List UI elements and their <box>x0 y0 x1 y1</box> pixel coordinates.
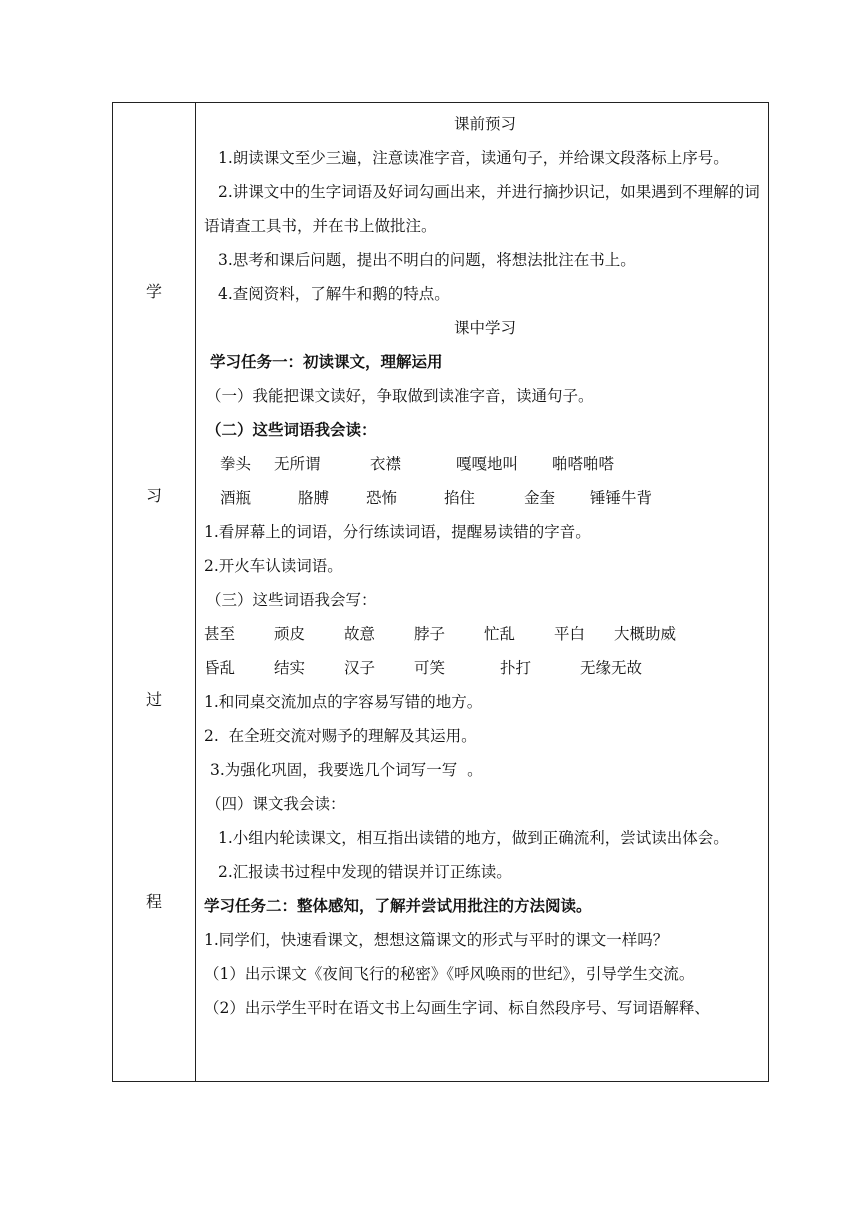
write-step-2: 2. 在全班交流对赐予的理解及其运用。 <box>204 727 477 745</box>
preview-item-2: 2.讲课文中的生字词语及好词勾画出来，并进行摘抄识记，如果遇到不理解的词语请查工具书，并在书上做批注。 <box>204 183 760 235</box>
write-word: 脖子 <box>414 625 446 643</box>
content-column <box>196 103 769 1082</box>
read-word: 金奎 <box>524 489 556 507</box>
read-words-row-1 <box>204 447 766 481</box>
side-label-column <box>113 103 196 1082</box>
write-words-row-2 <box>204 651 766 685</box>
read-word: 无所谓 <box>274 455 321 473</box>
task2-question-1: 1.同学们，快速看课文，想想这篇课文的形式与平时的课文一样吗？ <box>204 931 669 949</box>
write-word: 平白 <box>554 625 586 643</box>
write-word: 无缘无故 <box>580 659 643 677</box>
preview-item-3: 3.思考和课后问题，提出不明白的问题，将想法批注在书上。 <box>218 251 636 269</box>
write-step-1: 1.和同桌交流加点的字容易写错的地方。 <box>204 693 483 711</box>
preview-item-1: 1.朗读课文至少三遍，注意读准字音，读通句子，并给课文段落标上序号。 <box>218 149 729 167</box>
write-word: 扑打 <box>500 659 532 677</box>
write-word: 甚至 <box>204 625 236 643</box>
side-label-1: 学 <box>145 282 162 301</box>
write-word: 故意 <box>344 625 376 643</box>
task1-part2: （二）这些词语我会读： <box>206 420 377 439</box>
task1-part1: （一）我能把课文读好，争取做到读准字音，读通句子。 <box>206 387 594 405</box>
write-word: 顽皮 <box>274 625 306 643</box>
read-words-row-2 <box>204 481 766 515</box>
read-text-step-2: 2.汇报读书过程中发现的错误并订正练读。 <box>218 863 512 881</box>
write-word: 大概助威 <box>614 625 677 643</box>
read-word: 锤锤牛背 <box>590 489 653 507</box>
task1-part4: （四）课文我会读： <box>206 795 346 813</box>
preview-title: 课前预习 <box>453 115 516 133</box>
read-word: 拳头 <box>220 455 252 473</box>
read-word: 掐住 <box>444 489 476 507</box>
read-text-step-1: 1.小组内轮读课文，相互指出读错的地方，做到正确流利，尝试读出体会。 <box>218 829 729 847</box>
preview-item-4: 4.查阅资料，了解牛和鹅的特点。 <box>218 285 450 303</box>
write-word: 昏乱 <box>204 659 236 677</box>
task1-heading: 学习任务一：初读课文，理解运用 <box>210 352 443 371</box>
read-word: 酒瓶 <box>220 489 252 507</box>
write-word: 忙乱 <box>484 625 516 643</box>
task1-part3: （三）这些词语我会写： <box>206 591 377 609</box>
read-word: 衣襟 <box>370 455 402 473</box>
read-word: 啪嗒啪嗒 <box>552 455 615 473</box>
lesson-table <box>112 102 769 1082</box>
in-class-title: 课中学习 <box>453 319 516 337</box>
read-word: 恐怖 <box>366 489 398 507</box>
task2-sub-2: （2）出示学生平时在语文书上勾画生字词、标自然段序号、写词语解释、 <box>204 999 710 1017</box>
write-step-3: 3.为强化巩固，我要选几个词写一写 。 <box>210 761 483 779</box>
read-step-1: 1.看屏幕上的词语，分行练读词语，提醒易读错的字音。 <box>204 523 591 541</box>
task2-sub-1: （1）出示课文《夜间飞行的秘密》《呼风唤雨的世纪》，引导学生交流。 <box>204 965 695 983</box>
side-label-2: 习 <box>145 486 162 505</box>
write-word: 汉子 <box>344 659 376 677</box>
write-words-row-1 <box>204 617 766 651</box>
side-label-3: 过 <box>145 690 162 709</box>
read-word: 胳膊 <box>298 489 330 507</box>
read-word: 嘎嘎地叫 <box>456 455 519 473</box>
task2-heading: 学习任务二：整体感知，了解并尝试用批注的方法阅读。 <box>204 896 592 915</box>
write-word: 结实 <box>274 659 306 677</box>
read-step-2: 2.开火车认读词语。 <box>204 557 343 575</box>
write-word: 可笑 <box>414 659 446 677</box>
side-label-4: 程 <box>145 892 162 911</box>
